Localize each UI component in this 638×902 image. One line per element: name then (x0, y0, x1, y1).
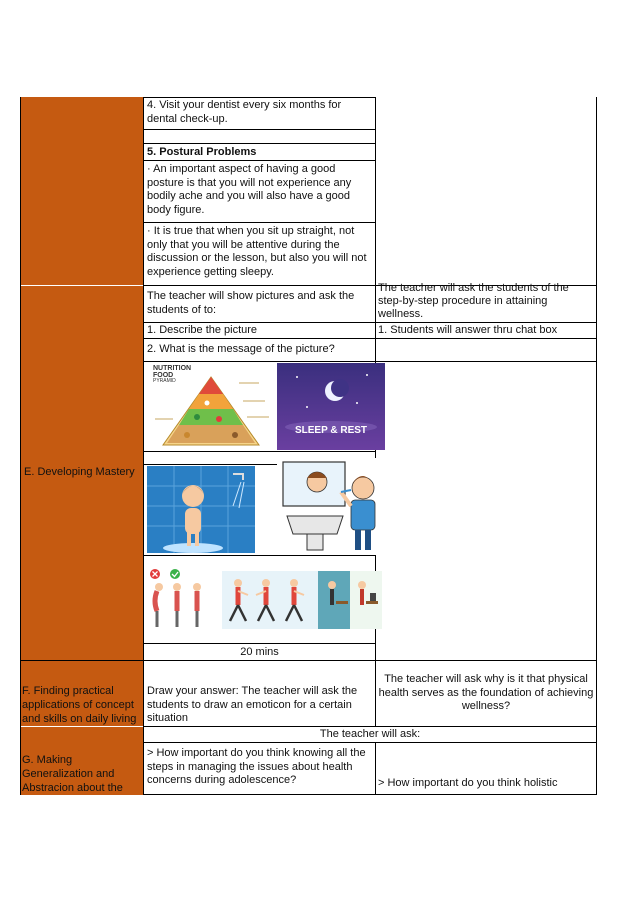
question-2: 2. What is the message of the picture? (147, 343, 335, 355)
hline (143, 726, 597, 727)
border-right (596, 97, 597, 795)
food-pyramid-image (147, 363, 276, 449)
hline (143, 361, 597, 362)
hline (143, 129, 376, 130)
hline (143, 322, 597, 323)
border-col1 (143, 97, 144, 795)
sleep-rest-drawing (277, 363, 385, 450)
pyramid-title-line-1: NUTRITION (153, 365, 192, 372)
hline (143, 643, 376, 644)
hline (143, 160, 376, 161)
hline (143, 451, 376, 452)
pyramid-title-line-2: FOOD (153, 372, 174, 379)
exercise-image (222, 571, 382, 629)
generalization-student-text: > How important do you think holistic (378, 777, 558, 789)
student-intro-text: The teacher will ask the students of the step-by-step procedure in attaining wellness. (378, 282, 569, 320)
hline (143, 143, 376, 144)
developing-mastery-label: E. Developing Mastery (24, 466, 135, 478)
pyramid-title-line-3: PYRAMID (153, 378, 176, 384)
generalization-header: The teacher will ask: (319, 728, 421, 740)
hline (143, 97, 376, 98)
hline (20, 660, 597, 661)
practical-label: F. Finding practical applications of concept and skills on daily living (22, 685, 137, 725)
duration-text: 20 mins (240, 646, 279, 658)
label-cell-blank (21, 97, 143, 285)
posture-paragraph-1: · An important aspect of having a good posture is that you will not experience any bodily ache and you will also have a good body figure. (147, 163, 352, 216)
question-1: 1. Describe the picture (147, 324, 258, 336)
teacher-intro-text: The teacher will show pictures and ask the students of to: (147, 290, 355, 316)
hline (143, 794, 597, 795)
dentist-text: 4. Visit your dentist every six months for dental check-up. (147, 99, 342, 125)
hline (143, 338, 597, 339)
shower-drawing (147, 466, 255, 553)
exercise-drawing (222, 571, 382, 629)
posture-drawing (147, 567, 211, 629)
generalization-label: G. Making Generalization and Abstracion about the (22, 754, 123, 794)
practical-teacher-text: Draw your answer: The teacher will ask the students to draw an emoticon for a certain situation (147, 685, 358, 724)
border-col2-lower (375, 742, 376, 795)
sleep-rest-label: SLEEP & REST (294, 425, 368, 436)
answer-1: 1. Students will answer thru chat box (378, 324, 558, 336)
brushing-teeth-drawing (277, 458, 391, 555)
hline (143, 742, 597, 743)
sleep-rest-image (277, 363, 385, 450)
brushing-teeth-image (277, 458, 391, 555)
border-left (20, 97, 21, 795)
generalization-teacher-text: > How important do you think knowing all the steps in managing the issues about health concerns during adolescence? (147, 747, 366, 786)
hline (143, 555, 376, 556)
practical-student-text: The teacher will ask why is it that physical health serves as the foundation of achieving wellness? (378, 673, 594, 712)
posture-paragraph-2: · It is true that when you sit up straight, not only that you will be attentive during the discussion or the lesson, but also you will not experience getting sleepy. (147, 225, 367, 278)
shower-image (147, 466, 255, 553)
postural-problems-heading: 5. Postural Problems (147, 146, 257, 158)
posture-image (147, 567, 211, 629)
hline (143, 222, 376, 223)
